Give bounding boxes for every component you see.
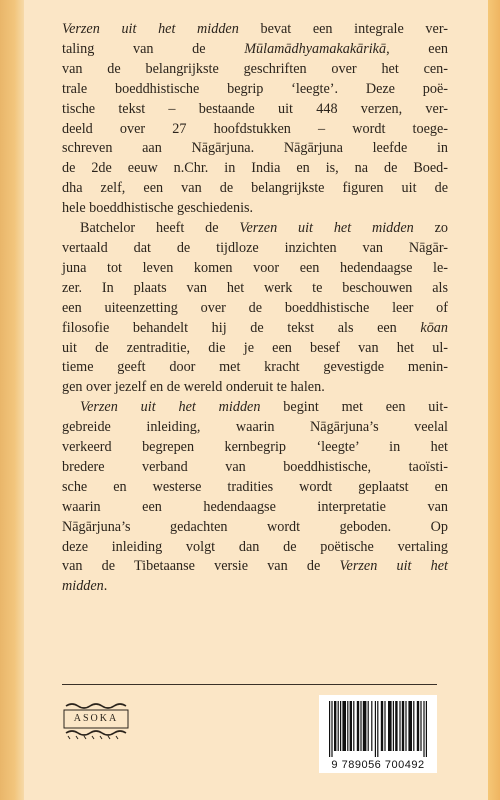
- blurb-line: Verzen uit het midden begint met een uit-: [80, 399, 448, 416]
- blurb-line: uit de zentraditie, die je een besef van het ul-: [62, 339, 448, 356]
- blurb-line: filosofie behandelt hij de tekst als een kōan: [62, 319, 448, 336]
- left-spine-edge: [0, 0, 24, 800]
- blurb-line: Batchelor heeft de Verzen uit het midden zo: [80, 220, 448, 237]
- blurb-line: Verzen uit het midden bevat een integrale ver-: [62, 21, 448, 37]
- blurb-line: deeld over 27 hoofdstukken – wordt toege-: [62, 120, 448, 137]
- blurb-line: verkeerd begrepen kernbegrip ‘leegte’ in het: [62, 439, 448, 456]
- blurb-line: een uiteenzetting over de boeddhistische leer of: [62, 299, 448, 316]
- blurb-line: deze inleiding volgt dan de poëtische vertaling: [62, 538, 448, 555]
- blurb-line: waarin een hedendaagse interpretatie van: [62, 498, 448, 515]
- blurb-line: tieme geeft door met kracht gevestigde menin-: [62, 359, 448, 376]
- blurb-line: vertaald dat de tijdloze inzichten van Nāgār-: [62, 239, 448, 256]
- blurb-line: dha zelf, een van de belangrijkste figuren uit de: [62, 180, 448, 197]
- blurb-line: sche en westerse tradities wordt geplaatst en: [62, 478, 448, 495]
- blurb-line: schreven aan Nāgārjuna. Nāgārjuna leefde in: [62, 140, 448, 157]
- divider-rule: [62, 684, 437, 685]
- blurb-line: juna tot leven komen voor een hedendaagse le-: [62, 259, 448, 276]
- isbn-number: 9 789056 700492: [331, 759, 425, 771]
- blurb-line: gebreide inleiding, waarin Nāgārjuna’s veelal: [62, 419, 448, 436]
- blurb-line: bredere verband van boeddhistische, taoïsti-: [62, 458, 448, 475]
- blurb-text: [62, 20, 448, 597]
- blurb-line: tische tekst – bestaande uit 448 verzen, ver-: [62, 100, 448, 117]
- barcode: [319, 695, 437, 773]
- blurb-line: van de Tibetaanse versie van de Verzen uit het: [62, 558, 448, 575]
- blurb-line: Nāgārjuna’s gedachten wordt geboden. Op: [62, 518, 448, 535]
- publisher-name: ASOKA: [73, 713, 119, 724]
- blurb-line: gen over jezelf en de wereld onderuit te halen.: [62, 379, 325, 396]
- blurb-line: zer. In plaats van het werk te beschouwen als: [62, 279, 448, 296]
- publisher-logo: [62, 700, 130, 740]
- barcode-icon: [329, 701, 427, 757]
- blurb-line: hele boeddhistische geschiedenis.: [62, 200, 254, 217]
- blurb-line: van de belangrijkste geschriften over het cen-: [62, 60, 448, 77]
- blurb-line: midden.: [62, 578, 108, 595]
- right-page-edge: [488, 0, 500, 800]
- blurb-line: trale boeddhistische begrip ‘leegte’. Deze poë-: [62, 80, 448, 97]
- blurb-line: taling van de Mūlamādhyamakakārikā, een: [62, 40, 448, 57]
- blurb-line: de 2de eeuw n.Chr. in India en is, na de Boed-: [62, 160, 448, 177]
